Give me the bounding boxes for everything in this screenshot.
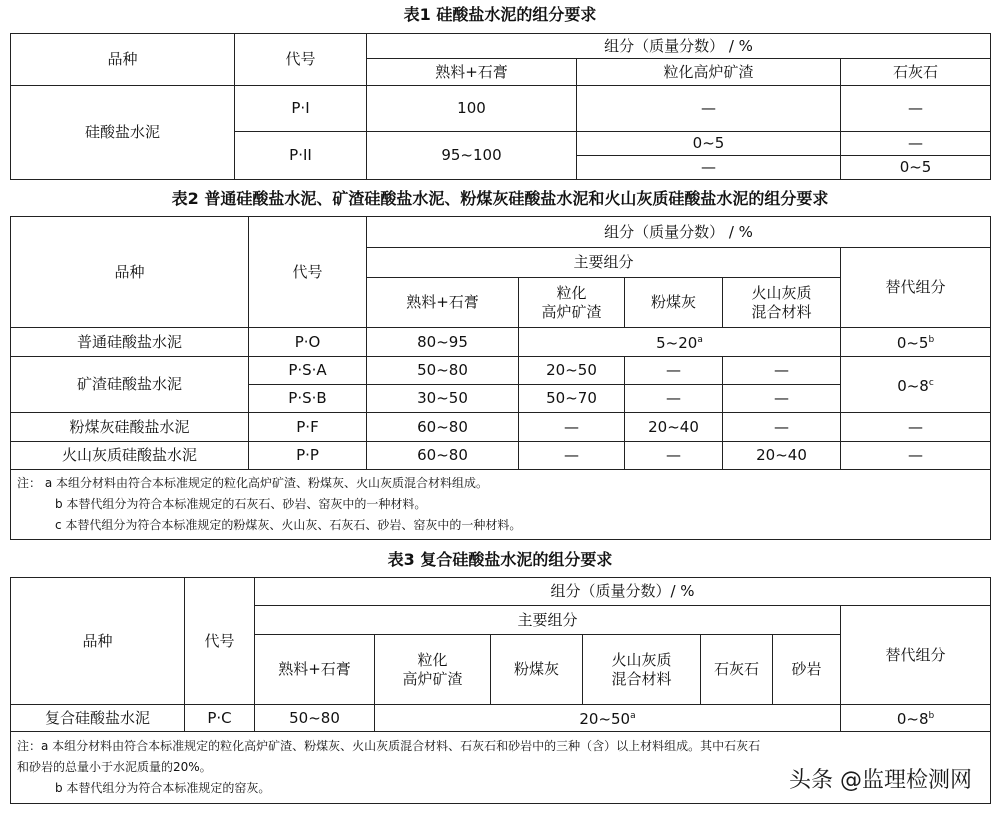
t3-header-main: 主要组分 [255, 606, 841, 635]
t1-code-p1: P·I [235, 86, 367, 132]
t2-header-variety: 品种 [11, 217, 249, 328]
t2-flyash-psa: — [625, 357, 723, 385]
t1-header-slag: 粒化高炉矿渣 [577, 59, 841, 86]
t1-header-composition: 组分（质量分数） / % [367, 34, 991, 59]
t2-slag-psb: 50~70 [519, 385, 625, 413]
t2-pozz-psb: — [723, 385, 841, 413]
t3-note-a2: 和砂岩的总量小于水泥质量的20%。 [17, 760, 212, 774]
t2-header-substitute: 替代组分 [841, 248, 991, 328]
t1-slag-p2b: — [577, 156, 841, 180]
t2-notes [11, 470, 991, 540]
t2-code-pp: P·P [249, 442, 367, 470]
table1 [10, 33, 991, 180]
t2-clinker-pf: 60~80 [367, 413, 519, 442]
t3-header-variety: 品种 [11, 578, 185, 705]
t3-header-limestone: 石灰石 [701, 635, 773, 705]
t2-sub-pf: — [841, 413, 991, 442]
t2-code-pf: P·F [249, 413, 367, 442]
t3-header-sandstone: 砂岩 [773, 635, 841, 705]
t1-slag-p1: — [577, 86, 841, 132]
t3-sub-pc: 0~8$^b$ [841, 705, 991, 732]
t2-slag-pf: — [519, 413, 625, 442]
t2-variety-pp: 火山灰质硅酸盐水泥 [11, 442, 249, 470]
t3-code-pc: P·C [185, 705, 255, 732]
t2-slag-pp: — [519, 442, 625, 470]
t1-header-limestone: 石灰石 [841, 59, 991, 86]
t2-code-po: P·O [249, 328, 367, 357]
t3-header-pozzolan: 火山灰质 混合材料 [583, 635, 701, 705]
t2-clinker-pp: 60~80 [367, 442, 519, 470]
t2-header-main: 主要组分 [367, 248, 841, 278]
t3-variety-pc: 复合硅酸盐水泥 [11, 705, 185, 732]
t2-flyash-pp: — [625, 442, 723, 470]
t2-header-composition: 组分（质量分数） / % [367, 217, 991, 248]
t3-clinker-pc: 50~80 [255, 705, 375, 732]
t3-header-clinker: 熟料+石膏 [255, 635, 375, 705]
t3-header-code: 代号 [185, 578, 255, 705]
t2-note-c: c 本替代组分为符合本标准规定的粉煤灰、火山灰、石灰石、砂岩、窑灰中的一种材料。 [55, 518, 522, 532]
t2-variety-slag: 矿渣硅酸盐水泥 [11, 357, 249, 413]
t3-note-b: b 本替代组分为符合本标准规定的窑灰。 [55, 781, 271, 795]
t2-note-a: 注： a 本组分材料由符合本标准规定的粒化高炉矿渣、粉煤灰、火山灰质混合材料组成。 [17, 476, 488, 490]
t2-header-flyash: 粉煤灰 [625, 278, 723, 328]
t2-header-slag: 粒化 高炉矿渣 [519, 278, 625, 328]
t2-header-pozzolan: 火山灰质 混合材料 [723, 278, 841, 328]
t1-variety: 硅酸盐水泥 [11, 86, 235, 180]
t1-lime-p1: — [841, 86, 991, 132]
t2-code-psb: P·S·B [249, 385, 367, 413]
t1-code-p2: P·II [235, 132, 367, 180]
t2-flyash-psb: — [625, 385, 723, 413]
t3-header-flyash: 粉煤灰 [491, 635, 583, 705]
t1-clinker-p1: 100 [367, 86, 577, 132]
t2-slag-psa: 20~50 [519, 357, 625, 385]
t2-pozz-pf: — [723, 413, 841, 442]
t2-pozz-pp: 20~40 [723, 442, 841, 470]
t2-header-code: 代号 [249, 217, 367, 328]
t3-header-slag: 粒化 高炉矿渣 [375, 635, 491, 705]
t1-slag-p2a: 0~5 [577, 132, 841, 156]
table2 [10, 216, 991, 540]
t2-variety-pf: 粉煤灰硅酸盐水泥 [11, 413, 249, 442]
t1-header-clinker: 熟料+石膏 [367, 59, 577, 86]
table1-title: 表1 硅酸盐水泥的组分要求 [403, 5, 597, 24]
t3-header-substitute: 替代组分 [841, 606, 991, 705]
t3-mixed-pc: 20~50$^a$ [375, 705, 841, 732]
t2-flyash-pf: 20~40 [625, 413, 723, 442]
t2-header-clinker: 熟料+石膏 [367, 278, 519, 328]
t2-pozz-psa: — [723, 357, 841, 385]
t1-header-code: 代号 [235, 34, 367, 86]
t2-sub-po: 0~5$^b$ [841, 328, 991, 357]
t2-variety-po: 普通硅酸盐水泥 [11, 328, 249, 357]
t2-sub-slag: 0~8$^c$ [841, 357, 991, 413]
t2-note-b: b 本替代组分为符合本标准规定的石灰石、砂岩、窑灰中的一种材料。 [55, 497, 427, 511]
table3-title: 表3 复合硅酸盐水泥的组分要求 [387, 550, 613, 569]
watermark: 头条 @监理检测网 [785, 766, 976, 796]
t3-note-a1: 注：a 本组分材料由符合本标准规定的粒化高炉矿渣、粉煤灰、火山灰质混合材料、石灰石和砂岩中的三种（含）以上材料组成。其中石灰石 [17, 739, 761, 753]
t2-sub-pp: — [841, 442, 991, 470]
t1-lime-p2a: — [841, 132, 991, 156]
t1-header-variety: 品种 [11, 34, 235, 86]
t1-clinker-p2: 95~100 [367, 132, 577, 180]
t2-clinker-psa: 50~80 [367, 357, 519, 385]
t2-clinker-psb: 30~50 [367, 385, 519, 413]
t2-clinker-po: 80~95 [367, 328, 519, 357]
t2-mixed-po: 5~20$^a$ [519, 328, 841, 357]
t2-code-psa: P·S·A [249, 357, 367, 385]
t3-header-composition: 组分（质量分数）/ % [255, 578, 991, 606]
table2-title: 表2 普通硅酸盐水泥、矿渣硅酸盐水泥、粉煤灰硅酸盐水泥和火山灰质硅酸盐水泥的组分要求 [171, 189, 829, 208]
t1-lime-p2b: 0~5 [841, 156, 991, 180]
